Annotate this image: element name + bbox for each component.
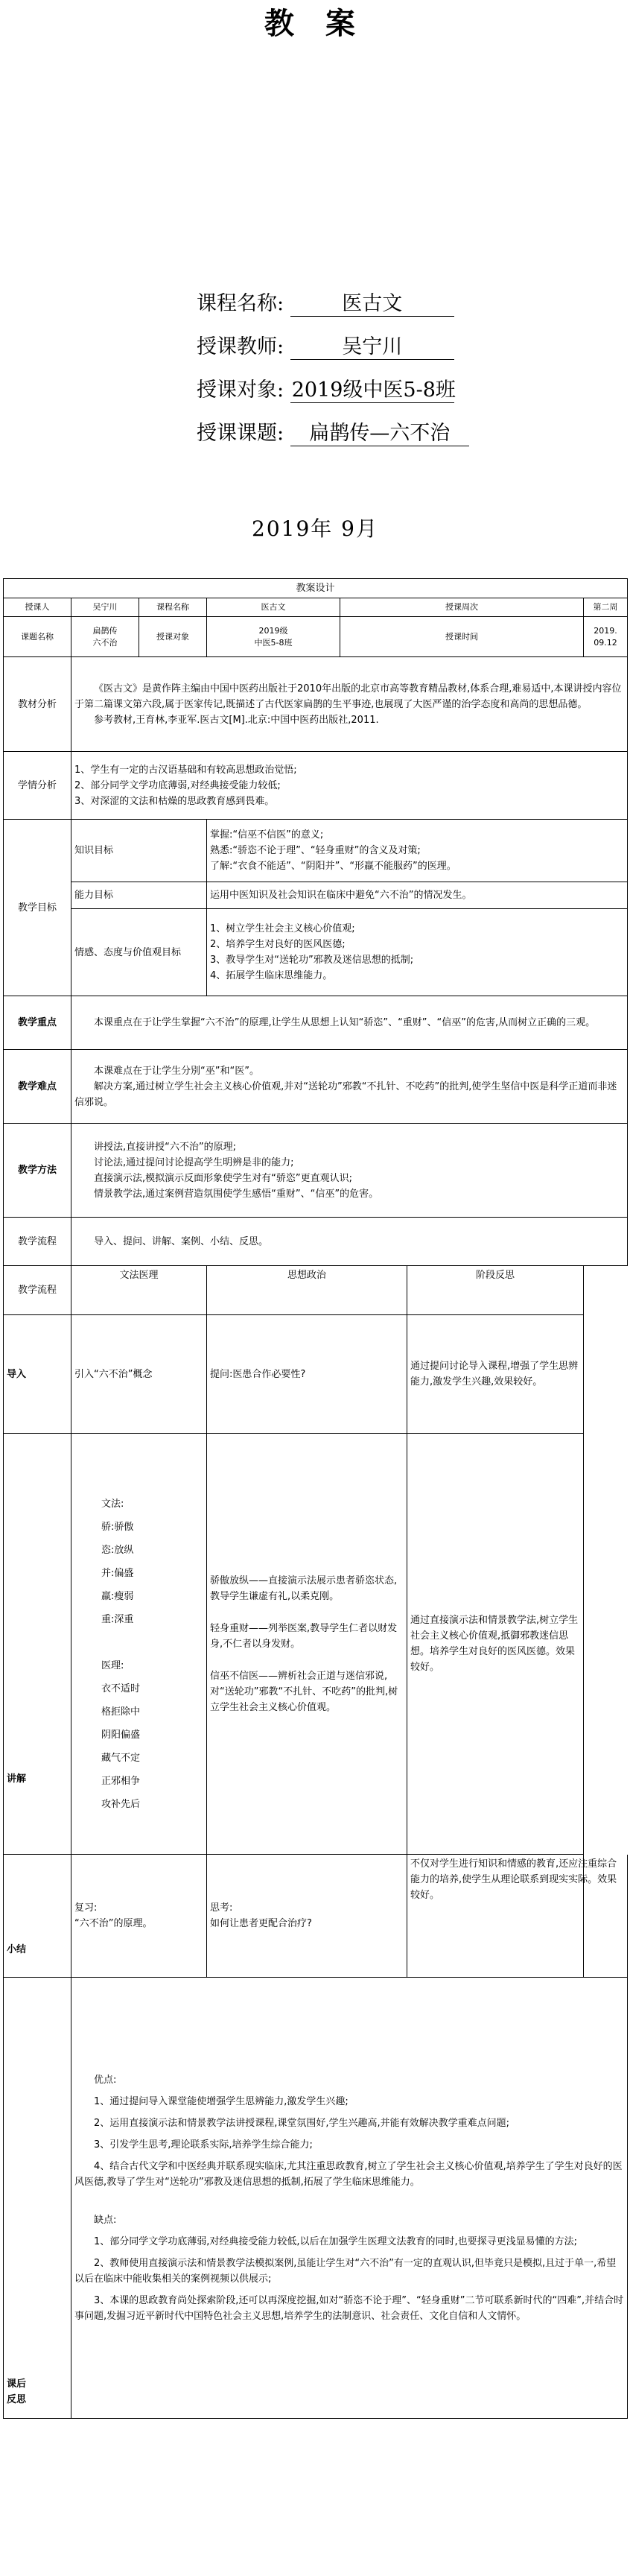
summary-reflect: 不仅对学生进行知识和情感的教育,还应注重综合能力的培养,使学生从理论联系到现实实际。效果较好。 [407,1855,628,1978]
key-points-label: 教学重点 [4,996,71,1050]
methods-content: 讲授法,直接讲授“六不治”的原理; 讨论法,通过提问讨论提高学生明辨是非的能力; 直接演示法,模拟演示反面形象使学生对有“骄恣”更直观认识; 情景教学法,通过案例营造氛围使学生感悟“重财”、“信巫”的危害。 [71,1124,628,1218]
ability-goal-content: 运用中医知识及社会知识在临床中避免“六不治”的情况发生。 [207,882,628,909]
course-header-label: 课程名称 [139,598,207,617]
teacher-header-value: 吴宁川 [71,598,139,617]
topic-label: 授课课题: [197,422,284,445]
knowledge-goal-content: 掌握:“信巫不信医”的意义; 熟悉:“骄恣不论于理”、“轻身重财”的含义及对策; 了解:“衣食不能适”、“阴阳并”、“形羸不能服药”的医理。 [207,820,628,882]
summary-text: 复习: “六不治”的原理。 [71,1855,207,1978]
intro-politics: 提问:医患合作必要性? [207,1315,407,1434]
goals-label: 教学目标 [4,820,71,996]
emotion-goal-label: 情感、态度与价值观目标 [71,909,207,996]
week-header-value: 第二周 [584,598,628,617]
methods-label: 教学方法 [4,1124,71,1218]
topic-header-label: 课题名称 [4,617,71,657]
analysis-label: 教材分析 [4,657,71,752]
course-header-value: 医古文 [207,598,340,617]
table-caption: 教案设计 [4,579,628,598]
target-line [197,373,454,403]
summary-label: 小结 [4,1855,71,1978]
target-label: 授课对象: [197,379,284,402]
week-header-label: 授课周次 [340,598,584,617]
intro-text: 引入“六不治”概念 [71,1315,207,1434]
difficulties-content: 本课难点在于让学生分別“巫”和“医”。 解决方案,通过树立学生社会主义核心价值观,并对“送轮功”邪教“不扎针、不吃药”的批判,使学生坚信中医是科学正道而非迷信邪说。 [71,1050,628,1124]
target-header-value: 2019级 中医5-8班 [207,617,340,657]
intro-reflect: 通过提问讨论导入课程,增强了学生思辨能力,激发学生兴趣,效果较好。 [407,1315,584,1434]
knowledge-goal-label: 知识目标 [71,820,207,882]
teacher-label: 授课教师: [197,335,284,358]
intro-label: 导入 [4,1315,71,1434]
course-name-label: 课程名称: [197,292,284,315]
time-header-label: 授课时间 [340,617,584,657]
emotion-goal-content: 1、树立学生社会主义核心价值观; 2、培养学生对良好的医风医德; 3、教导学生对“送轮功”邪教及迷信思想的抵制; 4、拓展学生临床思维能力。 [207,909,628,996]
learning-label: 学情分析 [4,752,71,820]
ability-goal-label: 能力目标 [71,882,207,909]
summary-politics: 思考: 如何让患者更配合治疗? [207,1855,407,1978]
target-value: 2019级中医5-8班 [290,373,454,403]
key-points-content: 本课重点在于让学生掌握“六不治”的原理,让学生从思想上认知“骄恣”、“重财”、“信巫”的危害,从而树立正确的三观。 [71,996,628,1050]
document-title: 教 案 [264,6,366,41]
flow-label: 教学流程 [4,1218,71,1266]
time-header-value: 2019. 09.12 [584,617,628,657]
lecture-reflect: 通过直接演示法和情景教学法,树立学生社会主义核心价值观,抵御邪教迷信思想。培养学生对良好的医风医德。效果较好。 [407,1434,584,1855]
teacher-header-label: 授课人 [4,598,71,617]
stage-header: 教学流程 [4,1266,71,1315]
topic-header-value: 扁鹊传 六不治 [71,617,139,657]
lecture-label: 讲解 [4,1434,71,1855]
topic-value: 扁鹊传—六不治 [290,417,469,446]
lecture-text: 文法: 骄:骄傲 恣:放纵 并:偏盛 羸:瘦弱 重:深重 医理: 衣不适时 格拒除中 阴阳偏盛 藏气不定 正邪相争 攻补先后 [71,1434,207,1855]
learning-content: 1、学生有一定的古汉语基础和有较高思想政治觉悟; 2、部分同学文学功底薄弱,对经典接受能力较低; 3、对深涩的文法和枯燥的思政教育感到畏难。 [71,752,628,820]
politics-header: 思想政治 [207,1266,407,1315]
lecture-politics: 骄傲放纵——直接演示法展示患者骄恣状态,教导学生谦虚有礼,以柔克刚。 轻身重财——列举医案,教导学生仁者以财发身,不仁者以身发财。 信巫不信医——辨析社会正道与迷信邪说,对“送轮功”邪教“不扎针、不吃药”的批判,树立学生社会主义核心价值观。 [207,1434,407,1855]
flow-content: 导入、提问、讲解、案例、小结、反思。 [71,1218,628,1266]
text-header: 文法医理 [71,1266,207,1315]
lesson-plan-table [3,578,628,2419]
teacher-value: 吴宁川 [290,330,454,360]
analysis-content: 《医古文》是黄作阵主编由中国中医药出版社于2010年出版的北京市高等教育精品教材,体系合理,难易适中,本课讲授内容位于第二篇课文第六段,属于医家传记,既描述了古代医家扁鹊的生平事迹,也展现了大医严谨的治学态度和高尚的思想品德。 参考教材,王育林,李亚军.医古文[M].北京:中国中医药出版社,2011. [71,657,628,752]
topic-line [197,417,469,446]
course-name-line [197,287,454,317]
cover-date: 2019年 9月 [252,516,378,541]
target-header-label: 授课对象 [139,617,207,657]
teacher-line [197,330,454,360]
reflect-header: 阶段反思 [407,1266,584,1315]
reflection-content: 优点: 1、通过提问导入课堂能使增强学生思辨能力,激发学生兴趣; 2、运用直接演示法和情景教学法讲授课程,课堂氛围好,学生兴趣高,并能有效解决教学重难点问题; 3、引发学生思考,理论联系实际,培养学生综合能力; 4、结合古代文学和中医经典并联系现实临床,尤其注重思政教育,树立了学生社会主义核心价值观,培养学生了学生对良好的医风医德,教导了学生对“送轮功”邪教及迷信思想的抵制,拓展了学生临床思维能力。 缺点: 1、部分同学文学功底薄弱,对经典接受能力较低,以后在加强学生医理文法教育的同时,也要探寻更浅显易懂的方法; 2、教师使用直接演示法和情景教学法模拟案例,虽能让学生对“六不治”有一定的直观认识,但毕竟只是模拟,且过于单一,希望以后在临床中能收集相关的案例视频以供展示; 3、本课的思政教育尚处探索阶段,还可以再深度挖掘,如对“骄恣不论于理”、“轻身重财”二节可联系新时代的“四难”,并结合时事问题,发掘习近平新时代中国特色社会主义思想,培养学生的法制意识、社会责任、文化自信和人文情怀。 [71,1978,628,2419]
reflection-label: 课后 反思 [4,1978,71,2419]
difficulties-label: 教学难点 [4,1050,71,1124]
course-name-value: 医古文 [290,287,454,317]
